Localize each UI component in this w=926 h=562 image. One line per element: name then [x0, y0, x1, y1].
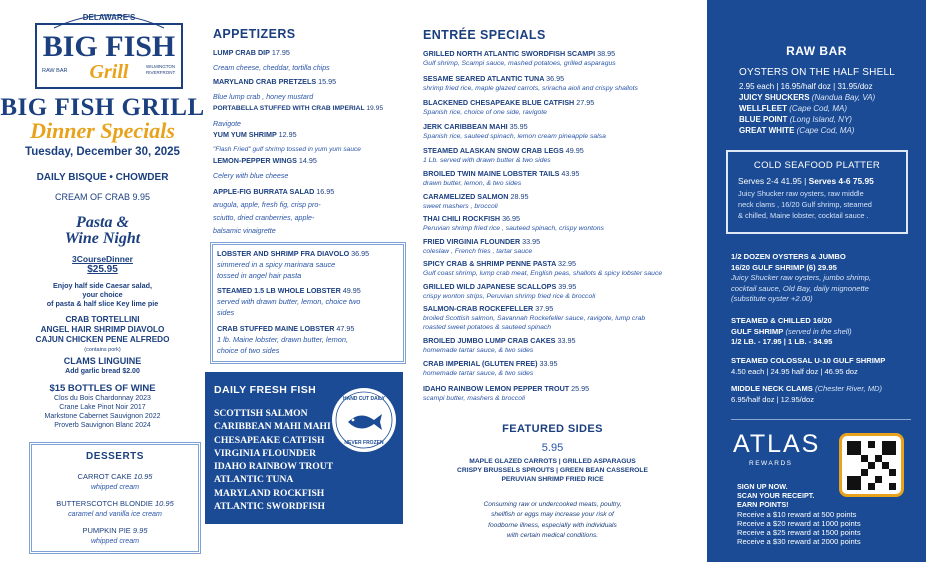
combo-desc: cocktail sauce, Old Bay, daily mignonette [731, 283, 869, 293]
reward-tier: Receive a $30 reward at 2000 points [737, 537, 861, 546]
appetizer-item [213, 130, 403, 155]
entrees-column [415, 0, 705, 562]
entrees-heading: ENTRÉE SPECIALS [423, 28, 546, 42]
pasta-title-2: Wine Night [64, 230, 141, 247]
pasta-item: CRAB TORTELLINI [65, 315, 140, 324]
left-column [0, 0, 205, 562]
badge-top-text: HAND CUT DAILY [342, 396, 386, 402]
steamed-shrimp: GULF SHRIMP [731, 326, 784, 336]
desserts-heading: DESSERTS [86, 451, 144, 462]
three-course-price: $25.95 [87, 264, 118, 275]
oyster-origin: (Cape Cod, MA) [789, 104, 848, 113]
restaurant-name: BIG FISH GRILL [0, 94, 205, 121]
fish-item: SCOTTISH SALMON [214, 408, 308, 419]
entree-name: IDAHO RAINBOW LEMON PEPPER TROUT [423, 384, 570, 393]
platter-price-large: Serves 4-6 75.95 [808, 176, 874, 186]
entree-price: 33.95 [539, 359, 558, 368]
entree-name: JERK CARIBBEAN MAHI [423, 122, 508, 131]
item-desc: 1 lb. Maine lobster, drawn butter, lemon, [217, 335, 349, 344]
logo-brand: BIG FISH [42, 30, 176, 63]
featured-sides-heading: FEATURED SIDES [502, 423, 603, 435]
entree-desc: Gulf coast shrimp, lump crab meat, English peas, shallots & spicy lobster sauce [423, 270, 663, 277]
desserts-box [29, 442, 201, 554]
entree-item [423, 74, 708, 93]
atlas-rewards-label: REWARDS [749, 460, 793, 467]
fish-item: MARYLAND ROCKFISH [214, 487, 325, 499]
appetizer-item [213, 187, 403, 236]
sides-line: MAPLE GLAZED CARROTS | GRILLED ASPARAGUS [469, 458, 636, 465]
pasta-desc-2: your choice [82, 290, 123, 299]
food-safety-warning [415, 500, 690, 542]
entree-price: 27.95 [576, 98, 595, 107]
fresh-fish-list [214, 407, 333, 513]
steamed-note: (served in the shell) [785, 326, 852, 336]
cta-line: SCAN YOUR RECEIPT. [737, 491, 815, 500]
entree-item [423, 259, 708, 278]
colossal-block [731, 356, 885, 377]
reward-tier: Receive a $20 reward at 1000 points [737, 519, 861, 528]
menu-date: Tuesday, December 30, 2025 [25, 146, 180, 158]
item-desc: Cream cheese, cheddar, tortilla chips [213, 64, 330, 72]
platter-desc-line: neck clams , 16/20 Gulf shrimp, steamed [738, 200, 872, 209]
dessert-name: CARROT CAKE [77, 472, 132, 481]
oyster-name: JUICY SHUCKERS [739, 93, 810, 102]
item-name: LUMP CRAB DIP [213, 48, 270, 57]
item-desc: served with drawn butter, lemon, choice two [217, 297, 361, 306]
entree-desc: homemade tartar sauce, & two sides [423, 347, 534, 354]
entree-price: 33.95 [557, 336, 576, 345]
entree-price: 28.95 [510, 192, 529, 201]
item-price: 16.95 [316, 187, 335, 196]
clams-block [731, 384, 882, 405]
platter-prices [738, 176, 874, 187]
entree-item [423, 336, 708, 355]
logo-left: RAW BAR [42, 68, 68, 74]
warning-line: shellfish or eggs may increase your risk of [491, 511, 614, 519]
clams-origin: (Chester River, MD) [814, 384, 883, 393]
dessert-item [32, 472, 198, 481]
pasta-item: ANGEL HAIR SHRIMP DIAVOLO [40, 325, 165, 334]
entree-title-line [423, 359, 708, 369]
item-desc: Ravigote [213, 120, 241, 128]
pasta-desc-3: of pasta & half slice Key lime pie [46, 299, 159, 308]
daily-bisque-heading: DAILY BISQUE • CHOWDER [36, 172, 169, 183]
entree-name: SPICY CRAB & SHRIMP PENNE PASTA [423, 259, 556, 268]
wine-item: Clos du Bois Chardonnay 2023 [54, 395, 151, 402]
oyster-origin: (Nandua Bay, VA) [811, 93, 876, 102]
entree-desc: roasted sweet potatoes & sauteed spinach [423, 324, 552, 331]
colossal-title: STEAMED COLOSSAL U-10 GULF SHRIMP [731, 356, 886, 365]
divider [731, 419, 911, 420]
combo-title: 16/20 GULF SHRIMP (6) 29.95 [731, 262, 837, 272]
item-desc: Celery with blue cheese [213, 172, 289, 180]
cta-line: SIGN UP NOW. [737, 482, 788, 491]
hand-cut-badge-icon [330, 386, 398, 454]
item-price: 14.95 [298, 156, 317, 165]
item-desc: choice of two sides [217, 346, 280, 355]
dessert-item [32, 526, 198, 535]
item-price: 47.95 [336, 324, 355, 333]
entree-name: FRIED VIRGINIA FLOUNDER [423, 237, 521, 246]
entree-item [423, 214, 708, 233]
dessert-price: 10.95 [155, 499, 174, 508]
appetizer-item [213, 77, 403, 102]
fish-item: ATLANTIC TUNA [214, 474, 294, 486]
sides-line: CRISPY BRUSSELS SPROUTS | GREEN BEAN CASSEROLE [457, 467, 648, 474]
entree-title-line [423, 98, 708, 108]
item-price: 49.95 [342, 286, 361, 295]
entree-item [423, 237, 708, 256]
entree-item [423, 384, 708, 403]
raw-bar-panel [707, 0, 926, 562]
entree-title-line [423, 384, 708, 394]
entree-item [423, 122, 708, 141]
appetizers-column [205, 0, 405, 562]
combo-desc: (substitute oyster +2.00) [731, 294, 813, 303]
clams-linguine: CLAMS LINGUINE [63, 356, 142, 366]
entree-title-line [423, 304, 708, 314]
entree-item [423, 146, 708, 165]
appetizer-item [213, 48, 403, 73]
item-name: PORTABELLA STUFFED WITH CRAB IMPERIAL [213, 105, 365, 112]
item-name: MARYLAND CRAB PRETZELS [213, 77, 317, 86]
bisque-item: CREAM OF CRAB 9.95 [54, 192, 151, 202]
pasta-item: CAJUN CHICKEN PENE ALFREDO [35, 335, 170, 344]
wine-title: $15 BOTTLES OF WINE [49, 383, 156, 394]
fish-item: VIRGINIA FLOUNDER [214, 447, 317, 459]
oyster-name: BLUE POINT [739, 115, 788, 124]
entree-title-line [423, 146, 708, 156]
fresh-fish-box [205, 372, 403, 524]
entree-desc: sweet mashers , broccoli [423, 203, 498, 210]
entree-item [423, 304, 708, 332]
clams-price: 6.95/half doz | 12.95/doz [731, 394, 815, 404]
qr-code-icon [847, 441, 896, 490]
dessert-name: BUTTERSCOTCH BLONDIE [56, 499, 153, 508]
warning-line: Consuming raw or undercooked meats, poultry, [483, 501, 622, 508]
boxed-item [217, 249, 403, 281]
item-desc: tossed in angel hair pasta [217, 271, 302, 280]
appetizers-heading: APPETIZERS [213, 27, 296, 41]
entree-desc: homemade tartar sauce, & two sides [423, 370, 534, 377]
oyster-origin: (Long Island, NY) [789, 115, 852, 124]
logo-top-arc: DELAWARE'S [82, 13, 136, 22]
entree-desc: scampi butter, mashers & broccoli [423, 395, 525, 402]
fish-item: IDAHO RAINBOW TROUT [214, 461, 334, 473]
wine-item: Markstone Cabernet Sauvignon 2022 [44, 413, 161, 420]
entree-title-line [423, 49, 708, 59]
combo-block [731, 252, 871, 305]
wine-item: Proverb Sauvignon Blanc 2024 [54, 422, 151, 429]
oyster-item [739, 93, 875, 104]
oyster-item [739, 104, 847, 115]
item-desc: Blue lump crab , honey mustard [213, 93, 314, 101]
contains-pork-note: (contains pork) [84, 347, 121, 353]
entree-name: CARAMELIZED SALMON [423, 192, 509, 201]
entree-title-line [423, 169, 708, 179]
oyster-name: GREAT WHITE [739, 126, 795, 135]
dessert-desc: whipped cream [90, 483, 140, 491]
item-name: LOBSTER AND SHRIMP FRA DIAVOLO [217, 249, 350, 258]
dessert-item [32, 499, 198, 508]
entree-price: 49.95 [565, 146, 584, 155]
fish-item: ATLANTIC SWORDFISH [214, 501, 325, 513]
clams-title: MIDDLE NECK CLAMS [731, 384, 813, 393]
entree-price: 36.95 [546, 74, 565, 83]
sides-line: PERUVIAN SHRIMP FRIED RICE [501, 476, 604, 483]
entree-name: BROILED JUMBO LUMP CRAB CAKES [423, 336, 556, 345]
entree-name: GRILLED WILD JAPANESE SCALLOPS [423, 282, 557, 291]
fresh-fish-heading: DAILY FRESH FISH [214, 384, 317, 396]
qr-code[interactable] [839, 433, 904, 497]
atlas-logo: ATLAS [733, 430, 821, 458]
entree-desc: drawn butter, lemon, & two sides [423, 180, 522, 187]
entree-name: BLACKENED CHESAPEAKE BLUE CATFISH [423, 98, 575, 107]
combo-desc: Juicy Shucker raw oysters, jumbo shrimp, [731, 273, 872, 282]
platter-desc [738, 188, 872, 221]
entree-item [423, 359, 708, 378]
entree-price: 33.95 [522, 237, 541, 246]
steamed-shrimp-block [731, 316, 852, 348]
entree-desc: crispy wonton strips, Peruvian shrimp fried rice & broccoli [423, 293, 596, 300]
entree-name: BROILED TWIN MAINE LOBSTER TAILS [423, 169, 560, 178]
dessert-price: 9.95 [132, 526, 148, 535]
entree-price: 35.95 [509, 122, 528, 131]
wine-item: Crane Lake Pinot Noir 2017 [59, 404, 146, 411]
item-desc: simmered in a spicy marinara sauce [217, 260, 336, 269]
entree-desc: coleslaw , French fries , tartar sauce [423, 248, 533, 255]
entree-title-line [423, 336, 708, 346]
oyster-origin: (Cape Cod, MA) [796, 126, 855, 135]
item-name: APPLE-FIG BURRATA SALAD [213, 187, 315, 196]
logo-right2: RIVERFRONT [146, 70, 176, 75]
dessert-desc: caramel and vanilla ice cream [68, 510, 162, 518]
entree-name: STEAMED ALASKAN SNOW CRAB LEGS [423, 146, 564, 155]
combo-title: 1/2 DOZEN OYSTERS & JUMBO [731, 252, 846, 261]
oyster-heading: OYSTERS ON THE HALF SHELL [739, 67, 895, 78]
entree-name: THAI CHILI ROCKFISH [423, 214, 501, 223]
logo-word: Grill [89, 61, 129, 83]
pasta-desc-1: Enjoy half side Caesar salad, [52, 281, 153, 290]
entree-title-line [423, 282, 708, 292]
entree-price: 39.95 [558, 282, 577, 291]
platter-box [726, 150, 908, 234]
steamed-price: 1/2 LB. - 17.95 | 1 LB. - 34.95 [731, 337, 833, 346]
boxed-item [217, 286, 403, 318]
entree-title-line [423, 214, 708, 224]
item-price: 36.95 [351, 249, 370, 258]
entree-title-line [423, 74, 708, 84]
cta-line: EARN POINTS! [737, 500, 789, 509]
fish-item: CHESAPEAKE CATFISH [214, 434, 325, 446]
dessert-name: PUMPKIN PIE [82, 526, 131, 535]
item-desc: arugula, apple, fresh fig, crisp pro- [213, 201, 321, 209]
entree-desc: Spanish rice, choice of one side, ravigote [423, 109, 547, 116]
entree-title-line [423, 237, 708, 247]
oyster-name: WELLFLEET [739, 104, 787, 113]
entree-title-line [423, 192, 708, 202]
item-name: LEMON-PEPPER WINGS [213, 156, 297, 165]
pasta-title-1: Pasta & [76, 214, 129, 231]
item-price: 15.95 [318, 77, 337, 86]
warning-line: foodborne illness, especially with individuals [488, 521, 617, 529]
item-desc: sciutto, dried cranberries, apple- [213, 214, 315, 222]
entree-desc: Gulf shrimp, Scampi sauce, mashed potatoes, grilled asparagus [423, 60, 616, 67]
entree-item [423, 169, 708, 188]
reward-tier: Receive a $25 reward at 1500 points [737, 528, 861, 537]
item-price: 19.95 [366, 105, 384, 112]
item-price: 17.95 [271, 48, 290, 57]
entree-item [423, 282, 708, 301]
entree-name: SESAME SEARED ATLANTIC TUNA [423, 74, 545, 83]
entree-price: 32.95 [558, 259, 576, 268]
rewards-tiers [737, 510, 861, 546]
item-name: STEAMED 1.5 LB WHOLE LOBSTER [217, 286, 341, 295]
entree-item [423, 98, 708, 117]
fish-item: CARIBBEAN MAHI MAHI [214, 421, 331, 433]
entree-title-line [423, 122, 708, 132]
entree-name: SALMON-CRAB ROCKEFELLER [423, 304, 534, 313]
entree-desc: 1 Lb. served with drawn butter & two sides [423, 157, 551, 164]
item-desc: "Flash Fried" gulf shrimp tossed in yum yum sauce [213, 146, 361, 153]
entree-name: GRILLED NORTH ATLANTIC SWORDFISH SCAMPI [423, 49, 596, 58]
colossal-price: 4.50 each | 24.95 half doz | 46.95 doz [731, 366, 858, 376]
big-fish-grill-logo [34, 10, 184, 90]
boxed-item [217, 324, 403, 356]
entree-price: 43.95 [561, 169, 580, 178]
logo-right1: WILMINGTON [146, 64, 176, 69]
platter-desc-line: Juicy Shucker raw oysters, raw middle [738, 189, 864, 198]
item-desc: sides [217, 308, 235, 317]
oyster-item [739, 126, 854, 137]
item-name: YUM YUM SHRIMP [213, 130, 277, 139]
entree-desc: Peruvian shrimp fried rice , sauteed spinach, crispy wontons [423, 225, 604, 232]
entree-price: 25.95 [571, 384, 590, 393]
steamed-title: STEAMED & CHILLED 16/20 [731, 316, 832, 325]
appetizer-item [213, 104, 403, 129]
entree-item [423, 49, 708, 68]
entree-price: 37.95 [535, 304, 554, 313]
oyster-price: 2.95 each | 16.95/half doz | 31.95/doz [739, 82, 873, 91]
entree-desc: broiled Scottish salmon, Savannah Rockefeller sauce, ravigote, lump crab [423, 315, 646, 322]
warning-line: with certain medical conditions. [506, 532, 599, 540]
sides-price: 5.95 [541, 442, 564, 454]
platter-heading: COLD SEAFOOD PLATTER [753, 160, 881, 171]
item-name: CRAB STUFFED MAINE LOBSTER [217, 324, 335, 333]
platter-desc-line: & chilled, Maine lobster, cocktail sauce . [738, 211, 869, 220]
oyster-item [739, 115, 852, 126]
entree-desc: shrimp fried rice, maple glazed carrots, sriracha aioli and crispy shallots [423, 85, 638, 92]
rewards-cta [737, 482, 814, 509]
lobster-box [210, 242, 406, 364]
entree-title-line [423, 259, 708, 269]
entree-price: 36.95 [502, 214, 521, 223]
item-desc: balsamic vinaigrette [213, 227, 276, 235]
badge-bottom-text: NEVER FROZEN [344, 440, 384, 446]
entree-price: 38.95 [597, 49, 616, 58]
dessert-price: 10.95 [133, 472, 153, 481]
dessert-desc: whipped cream [90, 537, 140, 545]
appetizer-item [213, 156, 403, 181]
item-price: 12.95 [278, 130, 297, 139]
platter-price-small: Serves 2-4 41.95 | [738, 176, 807, 186]
garlic-bread-add: Add garlic bread $2.00 [65, 368, 140, 375]
reward-tier: Receive a $10 reward at 500 points [737, 510, 857, 519]
entree-name: CRAB IMPERIAL (GLUTEN FREE) [423, 359, 538, 368]
entree-desc: Spanish rice, sauteed spinach, lemon cream pineapple salsa [423, 133, 606, 140]
raw-bar-heading: RAW BAR [786, 44, 847, 58]
three-course-dinner: 3CourseDinner [72, 254, 133, 264]
entree-item [423, 192, 708, 211]
dinner-specials-title: Dinner Specials [30, 118, 175, 143]
